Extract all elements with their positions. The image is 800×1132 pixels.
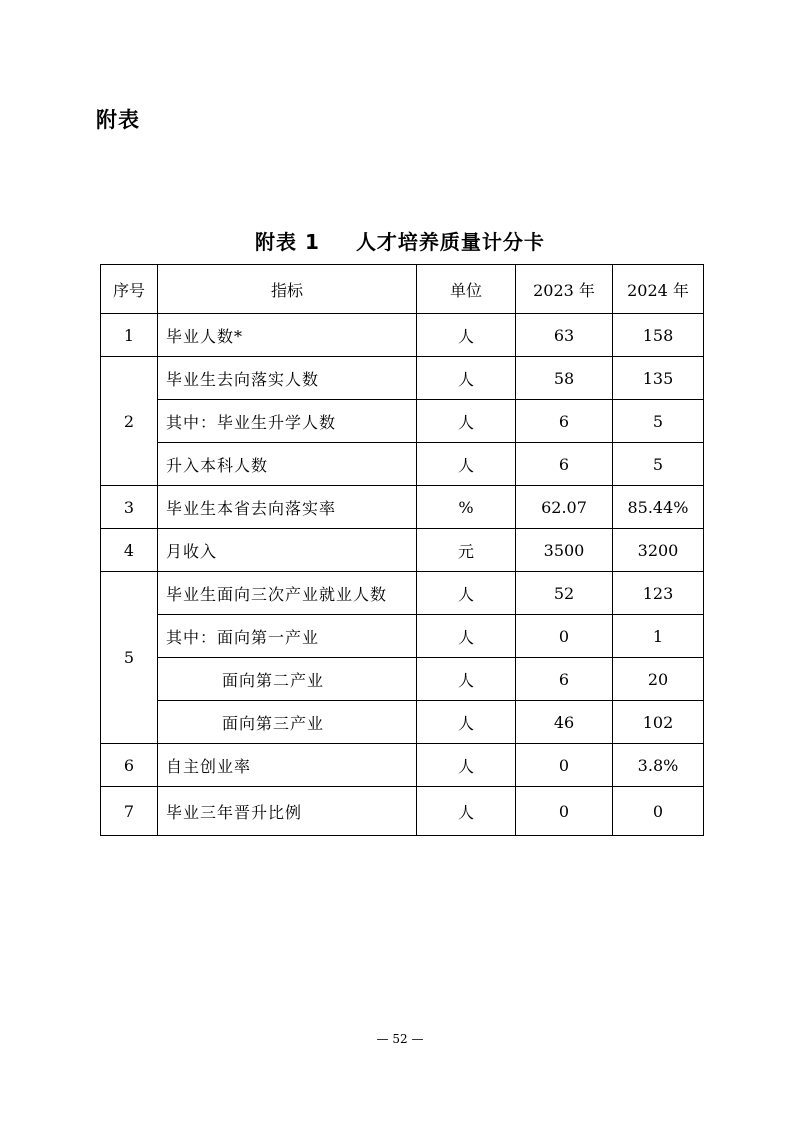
row-unit: 人 (417, 787, 516, 836)
header-seq: 序号 (101, 265, 158, 314)
header-unit: 单位 (417, 265, 516, 314)
row-indicator: 毕业人数* (158, 314, 417, 357)
row-seq: 4 (101, 529, 158, 572)
row-value-2023: 46 (516, 701, 613, 744)
row-indicator: 毕业生本省去向落实率 (158, 486, 417, 529)
row-indicator: 其中：面向第一产业 (158, 615, 417, 658)
row-value-2024: 158 (613, 314, 704, 357)
row-seq: 7 (101, 787, 158, 836)
table-label: 附表 1 (255, 230, 320, 254)
table-row (101, 529, 704, 572)
row-value-2023: 6 (516, 443, 613, 486)
table-name: 人才培养质量计分卡 (355, 230, 545, 254)
row-unit: 元 (417, 529, 516, 572)
table-row (101, 787, 704, 836)
table-row (101, 572, 704, 615)
row-indicator: 毕业三年晋升比例 (158, 787, 417, 836)
row-seq: 6 (101, 744, 158, 787)
row-value-2023: 6 (516, 658, 613, 701)
table-row (101, 314, 704, 357)
row-unit: 人 (417, 400, 516, 443)
row-unit: 人 (417, 357, 516, 400)
row-value-2024: 20 (613, 658, 704, 701)
row-value-2024: 85.44% (613, 486, 704, 529)
row-value-2024: 3200 (613, 529, 704, 572)
header-2023: 2023 年 (516, 265, 613, 314)
row-indicator: 自主创业率 (158, 744, 417, 787)
header-indicator: 指标 (158, 265, 417, 314)
row-unit: % (417, 486, 516, 529)
row-value-2023: 62.07 (516, 486, 613, 529)
row-unit: 人 (417, 572, 516, 615)
table-header-row (101, 265, 704, 314)
row-unit: 人 (417, 744, 516, 787)
table-row (101, 658, 704, 701)
row-unit: 人 (417, 443, 516, 486)
row-seq: 5 (101, 572, 158, 744)
table-row (101, 486, 704, 529)
row-seq: 3 (101, 486, 158, 529)
row-indicator: 面向第三产业 (158, 701, 417, 744)
row-indicator: 毕业生面向三次产业就业人数 (158, 572, 417, 615)
row-value-2024: 1 (613, 615, 704, 658)
table-row (101, 615, 704, 658)
row-unit: 人 (417, 658, 516, 701)
row-indicator: 升入本科人数 (158, 443, 417, 486)
table-row (101, 443, 704, 486)
table-title (0, 226, 800, 255)
row-value-2024: 3.8% (613, 744, 704, 787)
row-seq: 1 (101, 314, 158, 357)
page-number: — 52 — (376, 1032, 424, 1046)
row-value-2024: 5 (613, 443, 704, 486)
table-row (101, 357, 704, 400)
table-row (101, 701, 704, 744)
row-value-2024: 135 (613, 357, 704, 400)
row-value-2023: 63 (516, 314, 613, 357)
row-unit: 人 (417, 314, 516, 357)
row-value-2023: 0 (516, 615, 613, 658)
row-indicator: 其中：毕业生升学人数 (158, 400, 417, 443)
row-value-2024: 0 (613, 787, 704, 836)
row-value-2023: 0 (516, 787, 613, 836)
row-indicator: 毕业生去向落实人数 (158, 357, 417, 400)
row-value-2024: 5 (613, 400, 704, 443)
row-unit: 人 (417, 615, 516, 658)
row-value-2023: 6 (516, 400, 613, 443)
table-row (101, 400, 704, 443)
table-row (101, 744, 704, 787)
talent-quality-scorecard-table (100, 264, 704, 836)
row-unit: 人 (417, 701, 516, 744)
row-value-2023: 52 (516, 572, 613, 615)
header-2024: 2024 年 (613, 265, 704, 314)
row-value-2024: 123 (613, 572, 704, 615)
row-value-2023: 3500 (516, 529, 613, 572)
row-value-2023: 58 (516, 357, 613, 400)
row-indicator: 月收入 (158, 529, 417, 572)
row-seq: 2 (101, 357, 158, 486)
row-value-2024: 102 (613, 701, 704, 744)
row-indicator: 面向第二产业 (158, 658, 417, 701)
appendix-heading: 附表 (96, 108, 140, 132)
row-value-2023: 0 (516, 744, 613, 787)
